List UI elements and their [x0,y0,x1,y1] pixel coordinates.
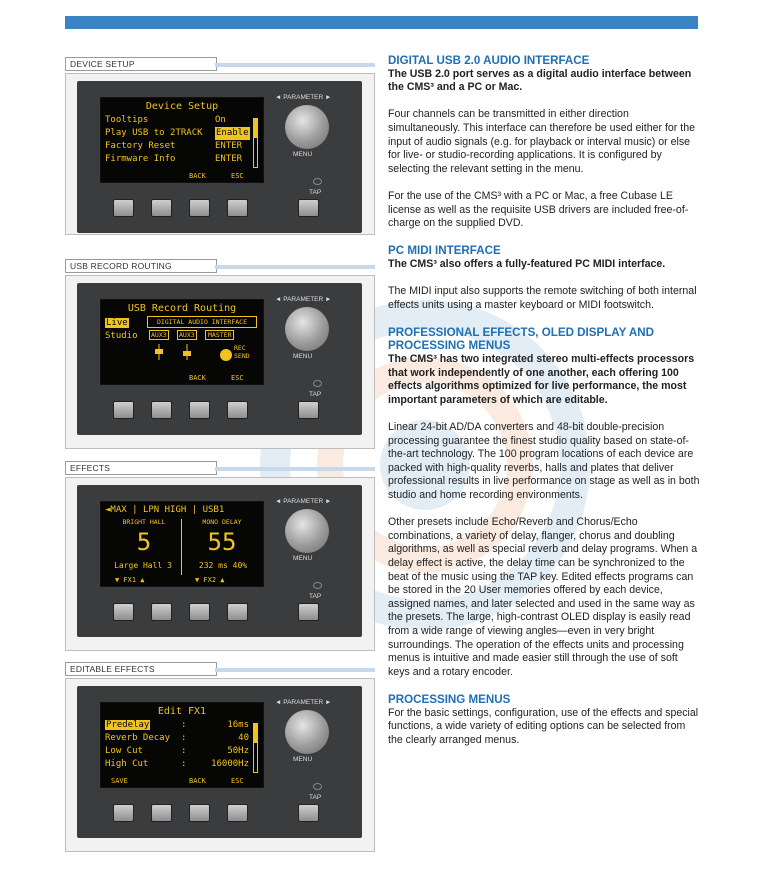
softkey-button-4[interactable] [227,199,248,217]
device-body [77,686,362,838]
section-heading: DIGITAL USB 2.0 AUDIO INTERFACE [388,54,590,67]
param-label: Low Cut [105,746,143,756]
param-value: 16000Hz [211,759,249,769]
preset-max: ◄MAX [105,505,127,515]
panel-editable-effects [65,662,375,801]
softkey-button-1[interactable] [113,401,134,419]
tap-button[interactable] [298,603,319,621]
rotary-encoder[interactable] [285,509,329,553]
tap-label: TAP [309,189,322,196]
parameter-label: ◄ PARAMETER ► [275,699,332,706]
softkey-button-3[interactable] [189,804,210,822]
channel-label: AUX3 [151,331,167,339]
section-paragraph: Linear 24-bit AD/DA converters and 48-bit double-precision processing guarantee the finest studio quality based on state-of-the-art technology. The 100 program locations of each device are packed with high-quality reverbs, halls and plates that deliver professional results in live performance on stage as well as in both studio and home recording environments. [388,421,700,501]
softkey-button-1[interactable] [113,199,134,217]
tab-rule [215,467,375,471]
panel-tab: EDITABLE EFFECTS [65,662,217,676]
section-lead: The USB 2.0 port serves as a digital audio interface between the CMS³ and a PC or Mac. [388,67,692,94]
softkey-label: BACK [189,374,206,382]
softkey-button-2[interactable] [151,603,172,621]
preset-usb: USB1 [202,505,225,515]
section-paragraph: Other presets include Echo/Reverb and Chorus/Echo combinations, a variety of delay, flanger, chorus and doubling algorithms, as well as special reverb and delay programs. When a delay effect is active, the delay time can be synchronized to the beat of the music using the TAP key. Edited effects programs can be stored in the 20 User memories offered by each device, assigned names, and later selected and used in the same way as the presets. The large, high-contrast OLED display is easily read from a wide range of viewing angles—even in very bright surroundings. The operation of the effects units and processing menus is intuitive and made easier still through the use of soft keys and a rotary encoder. [388,516,698,678]
screen-title: Edit FX1 [157,706,207,717]
device-front [65,275,375,449]
tap-label: TAP [309,391,322,398]
device-body [77,283,362,435]
softkey-button-4[interactable] [227,401,248,419]
menu-label: MENU [293,151,313,158]
menu-label: MENU [293,353,313,360]
tab-rule [215,668,375,672]
scrollbar [253,723,258,773]
section-paragraph: For the basic settings, configuration, use of the effects and special functions, a wide variety of editing options can be selected from the clearly arranged menus. [388,706,699,746]
oled-screen: ◄MAX | LPN HIGH | USB1 BRIGHT HALL 5 Large Hall 3 MONO DELAY 55 232 ms 40% ▼ FX1 ▲ ▼ FX2 ▲ [100,501,264,587]
section-lead: The CMS³ also offers a fully-featured PC MIDI interface. [388,257,666,270]
section-heading: PC MIDI INTERFACE [388,244,501,258]
fx2-params: 232 ms 40% [198,561,248,570]
softkey-label: ESC [231,777,244,785]
menu-label: MENU [293,555,313,562]
section-heading: PROCESSING MENUS [388,692,511,706]
preset-lpn: LPN HIGH [142,505,187,515]
mode-studio: Studio [105,331,138,341]
parameter-label: ◄ PARAMETER ► [275,498,332,505]
softkey-button-4[interactable] [227,804,248,822]
softkey-button-3[interactable] [189,199,210,217]
menu-label: MENU [293,756,313,763]
screen-title: USB Record Routing [127,303,237,314]
tap-label: TAP [309,794,322,801]
tap-label: TAP [309,593,322,600]
panel-tab: EFFECTS [65,461,217,475]
divider [181,519,182,575]
softkey-label: ESC [231,172,244,180]
menu-value: ENTER [215,154,243,164]
device-front [65,477,375,651]
channel-label: MASTER [205,330,234,340]
softkey-button-2[interactable] [151,401,172,419]
device-body [77,485,362,637]
parameter-label: ◄ PARAMETER ► [275,94,332,101]
menu-label: Factory Reset [105,141,176,151]
panel-effects [65,461,375,600]
param-value: 50Hz [227,746,249,756]
device-body [77,81,362,233]
tap-led-icon [313,582,322,589]
tab-rule [215,63,375,67]
oled-screen [100,299,264,385]
scrollbar [253,118,258,168]
channel-label: AUX3 [179,331,195,339]
fader-icon [153,344,165,360]
panel-device-setup [65,57,375,196]
mode-live-selected: Live [106,318,128,328]
softkey-button-1[interactable] [113,603,134,621]
softkey-button-2[interactable] [151,199,172,217]
menu-label: Firmware Info [105,154,176,164]
softkey-button-2[interactable] [151,804,172,822]
tap-led-icon [313,380,322,387]
fx2-value: 55 [207,528,237,556]
tab-rule [215,265,375,269]
oled-screen: Edit FX1 Predelay : 16ms Reverb Decay : 40 Low Cut : 50Hz High Cut : 16000Hz SAVE BACK ESC [100,702,264,788]
menu-value: ENTER [215,141,243,151]
softkey-label: SAVE [111,777,128,785]
bus-label: DIGITAL AUDIO INTERFACE [147,316,257,328]
fader-icon [181,344,193,360]
fx2-name: MONO DELAY [202,518,242,526]
device-front [65,73,375,235]
rotary-encoder[interactable] [285,105,329,149]
screen-title: Device Setup [145,101,219,112]
text-column [388,54,700,761]
rotary-encoder[interactable] [285,710,329,754]
softkey-label: BACK [189,777,206,785]
fx1-preset: Large Hall 3 [114,561,172,570]
panel-tab: DEVICE SETUP [65,57,217,71]
softkey-label: ESC [231,374,244,382]
rec-label: REC [234,344,246,352]
section-paragraph: The MIDI input also supports the remote switching of both internal effects units using a master keyboard or MIDI footswitch. [388,285,697,311]
tap-button[interactable] [298,401,319,419]
panel-usb-record-routing [65,259,375,398]
softkey-button-3[interactable] [189,603,210,621]
section-paragraph: For the use of the CMS³ with a PC or Mac, a free Cubase LE license as well as the requisite USB drivers are included free-of-charge on the supplied DVD. [388,189,689,230]
menu-value: On [215,115,226,125]
device-front [65,678,375,852]
fx1-name: BRIGHT HALL [122,518,166,526]
softkey-label: ▼ FX2 ▲ [195,576,225,584]
section-heading: PROFESSIONAL EFFECTS, OLED DISPLAY AND PROCESSING MENUS [388,325,655,353]
section-lead: The CMS³ has two integrated stereo multi-effects processors that work independently of one another, each offering 100 effects algorithms optimized for live performance, the most important parameters of which are editable. [388,353,695,406]
menu-label: Play USB to 2TRACK [105,128,203,138]
section-paragraph: Four channels can be transmitted in either direction simultaneously. This interface can therefore be used either for the input of audio signals (e.g. for playback or interval music) or else for live- or studio-recording applications. It is configured by selecting the relevant setting in the menu. [388,108,695,175]
fx1-value: 5 [136,528,152,556]
softkey-button-3[interactable] [189,401,210,419]
panel-tab: USB RECORD ROUTING [65,259,217,273]
softkey-label: BACK [189,172,206,180]
param-value: 16ms [227,720,249,730]
tap-button[interactable] [298,199,319,217]
oled-screen [100,97,264,183]
parameter-label: ◄ PARAMETER ► [275,296,332,303]
param-label: Reverb Decay [105,733,171,743]
rotary-encoder[interactable] [285,307,329,351]
top-banner-bar [65,16,698,29]
softkey-button-4[interactable] [227,603,248,621]
menu-value-selected: Enable [216,128,249,138]
menu-label: Tooltips [105,115,149,125]
tap-button[interactable] [298,804,319,822]
send-label: SEND [234,352,250,360]
tap-led-icon [313,783,322,790]
rec-dial-icon [219,348,233,362]
softkey-label: ▼ FX1 ▲ [115,576,145,584]
param-value: 40 [238,733,249,743]
param-label: High Cut [105,759,149,769]
tap-led-icon [313,178,322,185]
softkey-button-1[interactable] [113,804,134,822]
param-label-selected: Predelay [106,720,150,730]
